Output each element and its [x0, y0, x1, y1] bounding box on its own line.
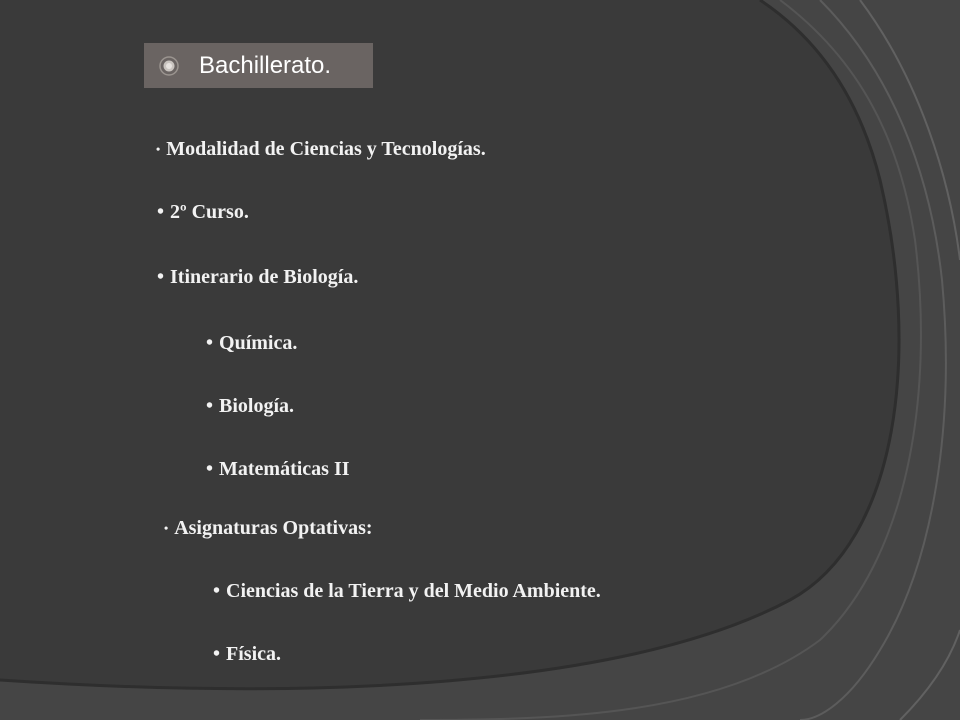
item-text: Matemáticas II: [219, 458, 350, 480]
bullet: •: [206, 458, 214, 480]
list-item-optativas: [164, 516, 373, 540]
bullet: •: [157, 266, 165, 288]
list-item-itinerario: [157, 265, 358, 289]
list-item-modalidad: [156, 137, 486, 161]
list-item-ciencias-tierra: [213, 579, 601, 603]
item-text: Biología.: [219, 395, 295, 417]
slide-title: Bachillerato.: [199, 51, 332, 79]
radio-bullet-icon: [158, 55, 180, 77]
item-text: Ciencias de la Tierra y del Medio Ambiente.: [226, 580, 601, 602]
list-item-biologia: [206, 394, 294, 418]
list-item-quimica: [206, 331, 297, 355]
list-item-matematicas: [206, 457, 350, 481]
title-box: [144, 43, 373, 88]
item-text: 2º Curso.: [170, 201, 249, 223]
list-item-curso: [157, 200, 249, 224]
item-text: Física.: [226, 643, 282, 665]
item-text: Química.: [219, 332, 298, 354]
bullet: •: [156, 142, 161, 156]
item-text: Itinerario de Biología.: [170, 266, 359, 288]
item-text: Modalidad de Ciencias y Tecnologías.: [166, 138, 486, 160]
bullet: •: [213, 580, 221, 602]
list-item-fisica: [213, 642, 281, 666]
item-text: Asignaturas Optativas:: [174, 517, 373, 539]
bullet: •: [213, 643, 221, 665]
bullet: •: [206, 332, 214, 354]
bullet: •: [206, 395, 214, 417]
bullet: •: [164, 521, 169, 535]
bullet: •: [157, 201, 165, 223]
